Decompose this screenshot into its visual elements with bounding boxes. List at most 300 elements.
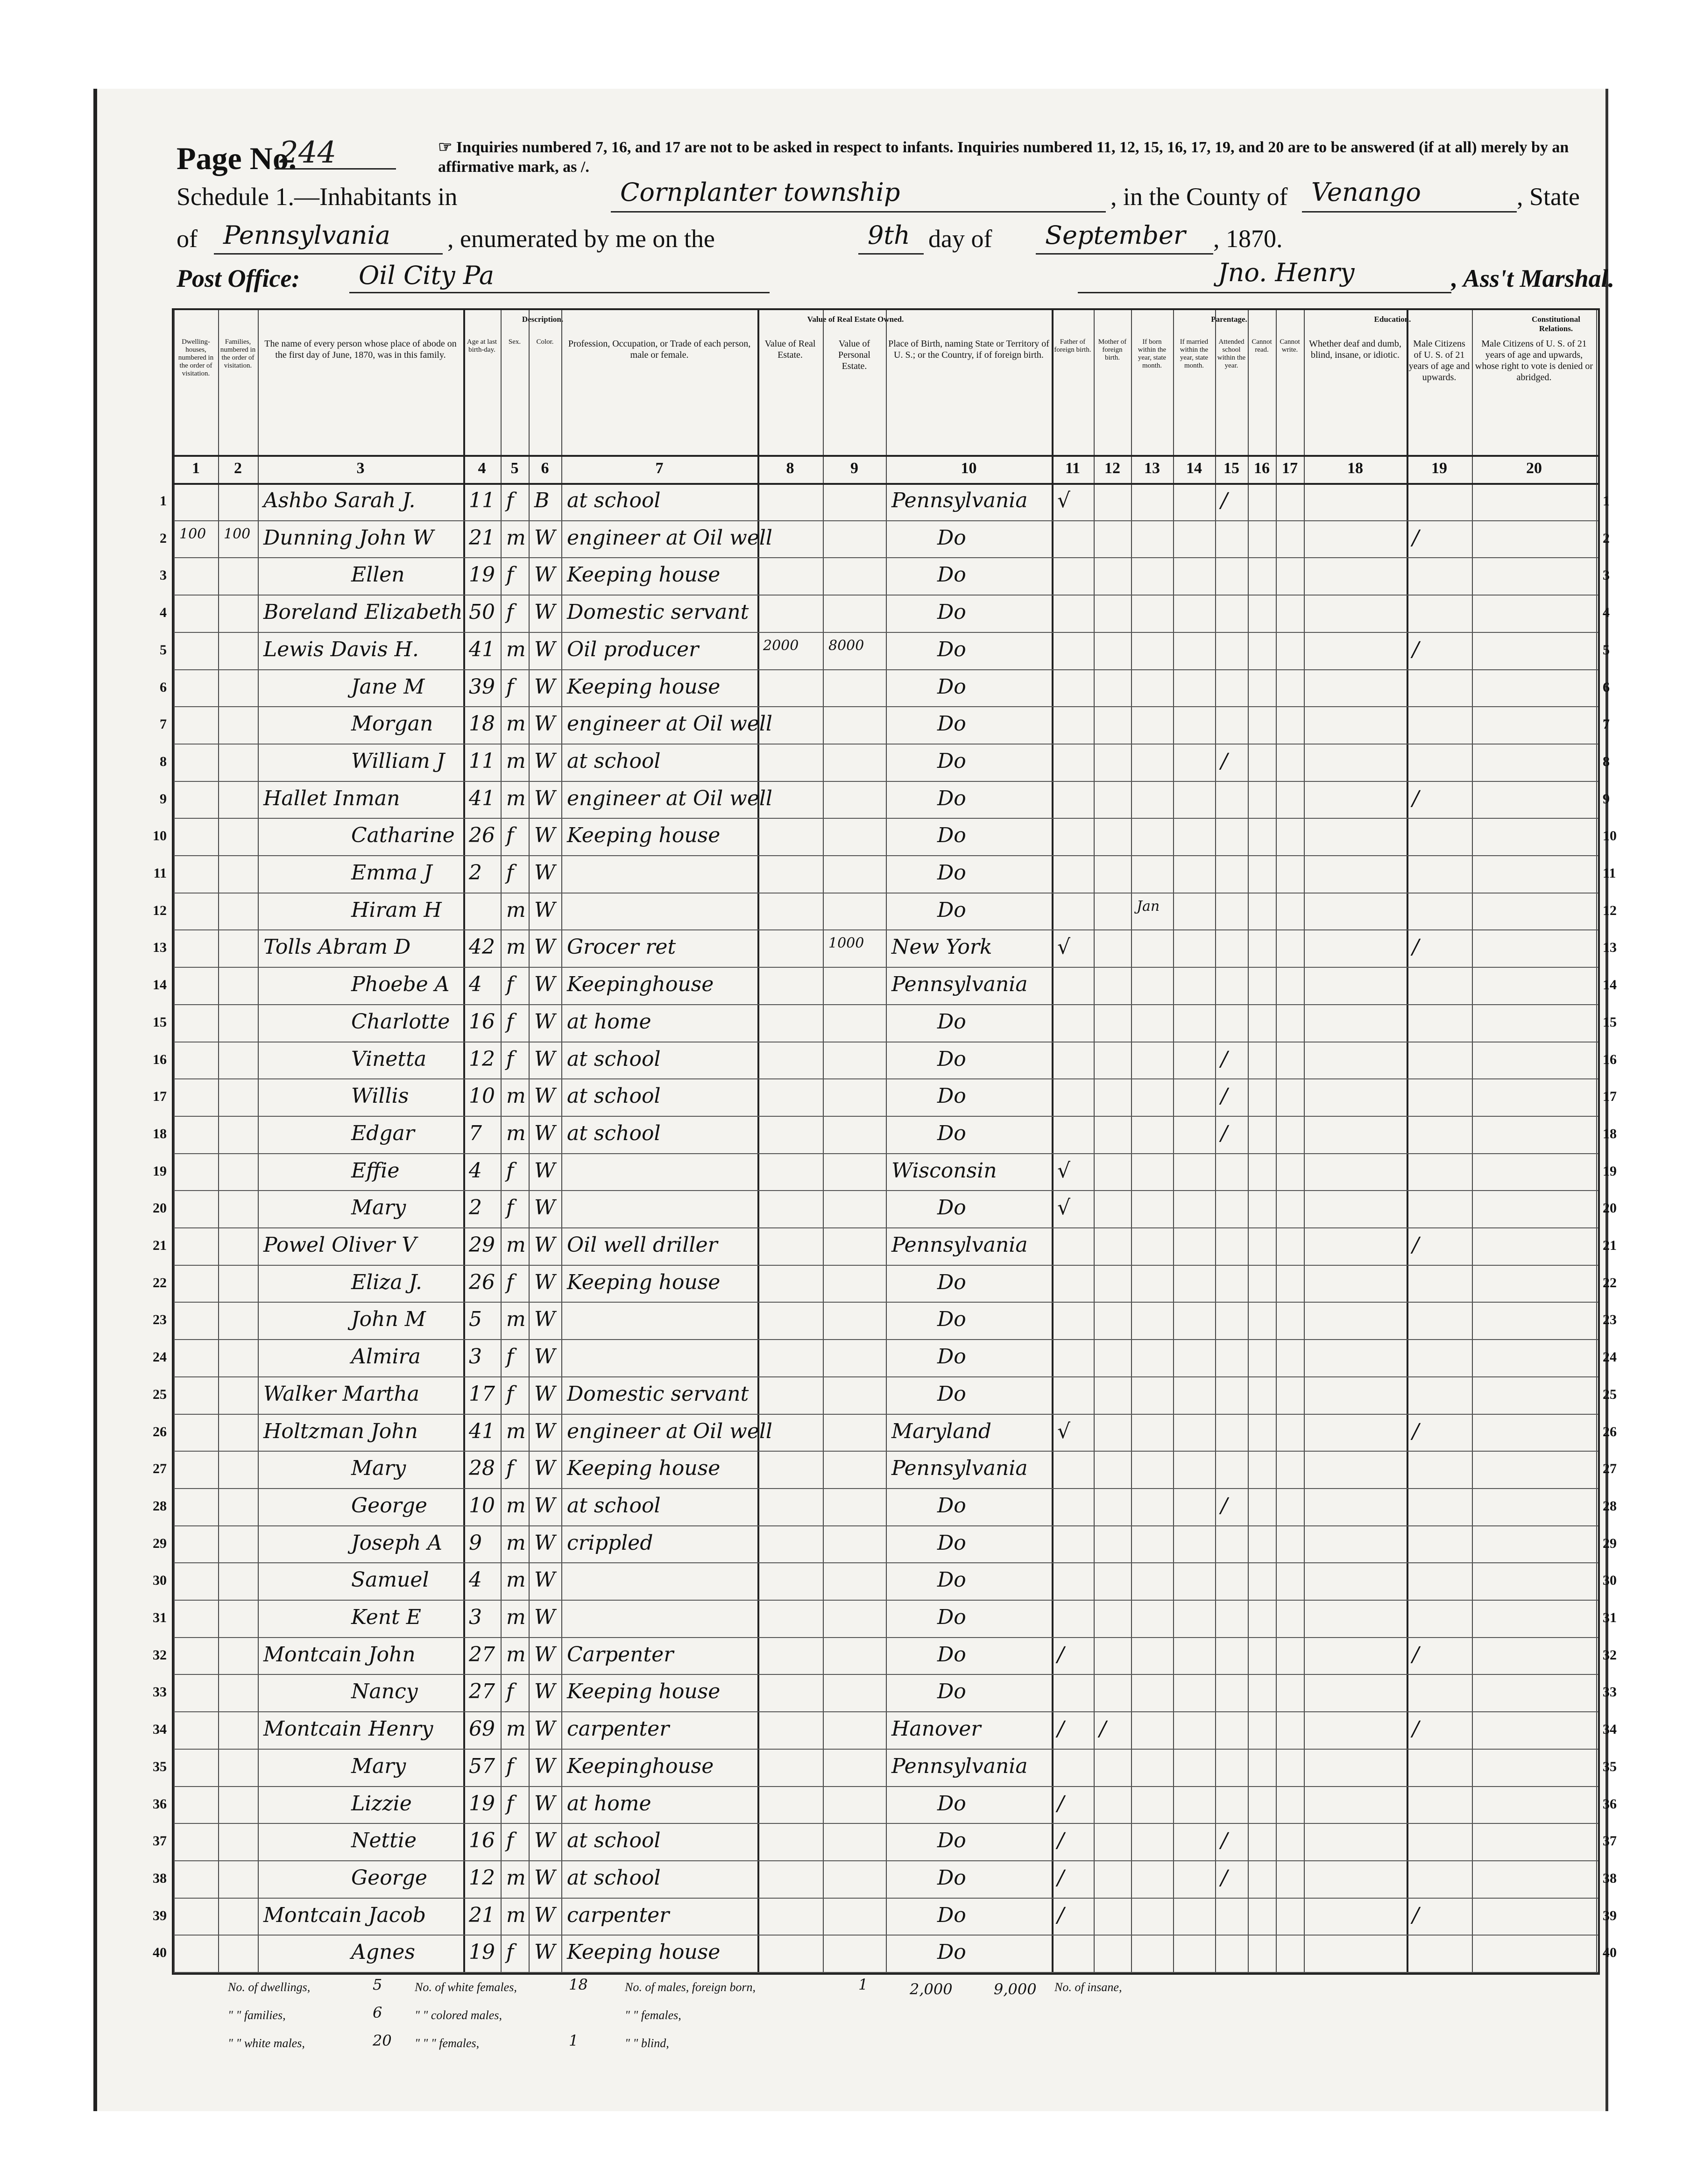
day-value: 9th xyxy=(868,220,910,250)
group-education: Education. xyxy=(1374,315,1411,324)
column-header-7: Profession, Occupation, or Trade of each person, male or female. xyxy=(568,339,751,360)
cell-sex: m xyxy=(506,1531,526,1555)
post-office-value: Oil City Pa xyxy=(359,261,495,290)
line-number-right: 17 xyxy=(1603,1089,1617,1105)
row-divider xyxy=(174,595,1598,596)
line-number-right: 1 xyxy=(1603,493,1610,509)
column-divider xyxy=(1094,310,1095,1973)
cell-c19: / xyxy=(1412,637,1419,661)
column-header-3: The name of every person whose place of abode on the first day of June, 1870, was in this family. xyxy=(264,339,457,360)
cell-birth: Hanover xyxy=(891,1717,981,1741)
cell-birth: Do xyxy=(937,1047,966,1071)
cell-age: 16 xyxy=(469,1009,495,1034)
column-number-6: 6 xyxy=(541,460,549,477)
footer-families-label: " " families, xyxy=(228,2008,286,2022)
line-number-right: 31 xyxy=(1603,1610,1617,1625)
cell-c19: / xyxy=(1412,1903,1419,1927)
cell-age: 18 xyxy=(469,712,495,736)
row-divider xyxy=(174,855,1598,856)
cell-birth: Do xyxy=(937,1493,966,1517)
cell-birth: Do xyxy=(937,525,966,550)
cell-c15: / xyxy=(1221,1047,1228,1071)
row-divider xyxy=(174,557,1598,558)
cell-c15: / xyxy=(1221,1865,1228,1890)
state-value: Pennsylvania xyxy=(223,220,390,250)
cell-name: Hiram H xyxy=(351,898,442,922)
row-divider xyxy=(174,1600,1598,1601)
cell-name: Ashbo Sarah J. xyxy=(263,489,416,512)
column-number-7: 7 xyxy=(655,460,664,477)
cell-name: Lewis Davis H. xyxy=(263,637,419,661)
line-number-right: 24 xyxy=(1603,1349,1617,1365)
line-number: 29 xyxy=(153,1535,167,1551)
schedule-label: Schedule 1.—Inhabitants in xyxy=(177,183,458,211)
cell-age: 41 xyxy=(469,786,495,810)
cell-occ: Keepinghouse xyxy=(567,972,714,997)
column-number-2: 2 xyxy=(234,460,242,477)
cell-birth: Pennsylvania xyxy=(891,489,1028,512)
cell-birth: Do xyxy=(937,1680,966,1704)
cell-birth: Do xyxy=(937,563,966,587)
cell-color: W xyxy=(534,637,556,661)
cell-name: Nancy xyxy=(351,1680,418,1704)
cell-birth: Do xyxy=(937,1121,966,1145)
row-divider xyxy=(174,1414,1598,1415)
cell-age: 9 xyxy=(469,1531,482,1555)
cell-age: 41 xyxy=(469,637,495,661)
census-sheet xyxy=(93,89,1617,2111)
column-header-11: Father of foreign birth. xyxy=(1054,338,1091,354)
line-number: 13 xyxy=(153,940,167,956)
column-divider xyxy=(463,310,465,1973)
group-real-estate: Value of Real Estate Owned. xyxy=(807,315,904,324)
cell-color: W xyxy=(534,1903,556,1927)
cell-color: B xyxy=(534,489,550,512)
footer-males-foreign-label: No. of males, foreign born, xyxy=(625,1980,756,1994)
month-underline xyxy=(1036,253,1213,255)
column-divider xyxy=(757,310,759,1973)
cell-c11: / xyxy=(1057,1717,1064,1741)
footer-females-foreign-label: " " females, xyxy=(625,2008,681,2022)
cell-c11: / xyxy=(1057,1865,1064,1890)
cell-c19: / xyxy=(1412,1642,1419,1666)
cell-sex: f xyxy=(506,489,514,512)
row-divider xyxy=(174,1860,1598,1861)
line-number: 27 xyxy=(153,1461,167,1477)
cell-c12: / xyxy=(1099,1717,1106,1741)
line-number: 37 xyxy=(153,1833,167,1849)
line-number-right: 33 xyxy=(1603,1684,1617,1700)
cell-occ: Carpenter xyxy=(567,1642,674,1666)
cell-sex: f xyxy=(506,674,514,699)
line-number: 14 xyxy=(153,977,167,993)
row-divider xyxy=(174,1786,1598,1787)
line-number-right: 38 xyxy=(1603,1870,1617,1886)
cell-color: W xyxy=(534,1680,556,1704)
cell-name: Boreland Elizabeth xyxy=(263,600,463,624)
cell-color: W xyxy=(534,1642,556,1666)
cell-color: W xyxy=(534,1865,556,1890)
cell-color: W xyxy=(534,1382,556,1406)
cell-name: Lizzie xyxy=(351,1791,412,1815)
day-underline xyxy=(858,253,924,255)
cell-birth: Do xyxy=(937,1829,966,1853)
row-divider xyxy=(174,1525,1598,1526)
cell-name: Vinetta xyxy=(351,1047,427,1071)
page-number-value: 244 xyxy=(279,135,337,170)
cell-occ: at home xyxy=(567,1791,651,1815)
line-number: 5 xyxy=(160,642,167,658)
column-divider xyxy=(1276,310,1277,1973)
column-header-10: Place of Birth, naming State or Territory of U. S.; or the Country, if of foreign birth. xyxy=(888,339,1049,360)
cell-age: 28 xyxy=(469,1456,495,1481)
line-number-right: 27 xyxy=(1603,1461,1617,1477)
cell-sex: m xyxy=(506,1717,526,1741)
cell-age: 10 xyxy=(469,1084,495,1108)
cell-birth: Do xyxy=(937,1345,966,1369)
column-divider xyxy=(174,310,175,1973)
column-header-6: Color. xyxy=(536,338,554,346)
line-number-right: 11 xyxy=(1603,865,1616,881)
group-constitutional: Constitutional Relations. xyxy=(1532,315,1580,333)
cell-age: 5 xyxy=(469,1307,482,1332)
cell-name: Morgan xyxy=(351,712,433,736)
cell-occ: at school xyxy=(567,749,661,773)
line-number-right: 4 xyxy=(1603,605,1610,621)
footer-colored-females: 1 xyxy=(569,2032,579,2049)
cell-color: W xyxy=(534,1084,556,1108)
instructions-note: ☞ Inquiries numbered 7, 16, and 17 are not to be asked in respect to infants. Inquiries numbered 11, 12, 15, 16, 17, 19, and 20 are to be answered (if at all) merely by an affirmative mark, as /. xyxy=(438,139,1569,176)
cell-age: 27 xyxy=(469,1680,495,1704)
row-divider xyxy=(174,706,1598,707)
cell-c13: Jan xyxy=(1137,898,1160,915)
cell-age: 7 xyxy=(469,1121,482,1145)
line-number: 38 xyxy=(153,1870,167,1886)
cell-name: William J xyxy=(351,749,445,773)
line-number: 23 xyxy=(153,1312,167,1328)
cell-occ: Keeping house xyxy=(567,1270,721,1294)
column-number-10: 10 xyxy=(961,460,977,477)
year-label: , 1870. xyxy=(1213,225,1283,253)
cell-name: Montcain Jacob xyxy=(263,1903,426,1927)
cell-age: 19 xyxy=(469,1791,495,1815)
line-number: 21 xyxy=(153,1238,167,1253)
cell-age: 10 xyxy=(469,1493,495,1517)
line-number: 35 xyxy=(153,1759,167,1774)
column-number-4: 4 xyxy=(478,460,486,477)
footer-males-foreign: 1 xyxy=(858,1976,868,1993)
line-number-right: 7 xyxy=(1603,716,1610,732)
line-number: 2 xyxy=(160,530,167,546)
cell-pe: 8000 xyxy=(828,637,864,654)
cell-c15: / xyxy=(1221,1084,1228,1108)
cell-birth: Do xyxy=(937,1382,966,1406)
state-underline xyxy=(214,253,443,255)
cell-occ: at school xyxy=(567,1047,661,1071)
cell-color: W xyxy=(534,1047,556,1071)
cell-color: W xyxy=(534,1754,556,1778)
column-header-18: Whether deaf and dumb, blind, insane, or idiotic. xyxy=(1309,339,1401,360)
cell-occ: crippled xyxy=(567,1531,653,1555)
footer-families: 6 xyxy=(373,2004,382,2021)
cell-name: Kent E xyxy=(351,1605,421,1629)
column-header-19: Male Citizens of U. S. of 21 years of age and upwards. xyxy=(1408,339,1470,383)
cell-occ: at school xyxy=(567,1084,661,1108)
cell-birth: Do xyxy=(937,1084,966,1108)
cell-occ: engineer at Oil well xyxy=(567,786,772,810)
row-divider xyxy=(174,1116,1598,1117)
line-number: 24 xyxy=(153,1349,167,1365)
cell-occ: at school xyxy=(567,1121,661,1145)
cell-occ: Keeping house xyxy=(567,563,721,587)
cell-color: W xyxy=(534,712,556,736)
cell-birth: Maryland xyxy=(891,1419,991,1443)
cell-color: W xyxy=(534,898,556,922)
column-divider xyxy=(1596,310,1597,1973)
cell-birth: Do xyxy=(937,1865,966,1890)
line-number: 7 xyxy=(160,716,167,732)
column-header-12: Mother of foreign birth. xyxy=(1098,338,1127,362)
cell-birth: Do xyxy=(937,1605,966,1629)
line-number-right: 22 xyxy=(1603,1275,1617,1291)
line-number-right: 20 xyxy=(1603,1200,1617,1216)
cell-c11: / xyxy=(1057,1829,1064,1853)
cell-color: W xyxy=(534,1605,556,1629)
cell-occ: Keeping house xyxy=(567,1456,721,1481)
cell-c19: / xyxy=(1412,1419,1419,1443)
cell-name: Tolls Abram D xyxy=(263,935,411,959)
cell-occ: Keeping house xyxy=(567,1940,721,1964)
cell-color: W xyxy=(534,1717,556,1741)
cell-age: 11 xyxy=(469,749,495,773)
line-number-right: 6 xyxy=(1603,679,1610,695)
cell-sex: f xyxy=(506,1158,514,1183)
cell-name: Montcain John xyxy=(263,1642,416,1666)
cell-occ: Oil well driller xyxy=(567,1233,718,1257)
cell-color: W xyxy=(534,1233,556,1257)
column-divider xyxy=(1131,310,1132,1973)
cell-sex: m xyxy=(506,637,526,661)
line-number-right: 12 xyxy=(1603,902,1617,918)
cell-age: 4 xyxy=(469,1158,482,1183)
line-number: 9 xyxy=(160,791,167,807)
line-number: 34 xyxy=(153,1722,167,1737)
cell-occ: Keeping house xyxy=(567,823,721,848)
column-header-20: Male Citizens of U. S. of 21 years of age and upwards, whose right to vote is denied or abridged. xyxy=(1475,339,1593,383)
line-number-right: 39 xyxy=(1603,1907,1617,1923)
of-label: of xyxy=(177,225,198,253)
cell-name: Almira xyxy=(351,1345,421,1369)
cell-age: 27 xyxy=(469,1642,495,1666)
column-divider xyxy=(1052,310,1054,1973)
cell-sex: m xyxy=(506,712,526,736)
column-divider xyxy=(258,310,259,1973)
page-number-label: Page No. xyxy=(177,141,297,176)
footer-white-males-label: " " white males, xyxy=(228,2036,305,2050)
row-divider xyxy=(174,1004,1598,1005)
cell-occ: carpenter xyxy=(567,1717,670,1741)
cell-name: Effie xyxy=(351,1158,400,1183)
cell-birth: Do xyxy=(937,712,966,736)
line-number-right: 9 xyxy=(1603,791,1610,807)
column-header-13: If born within the year, state month. xyxy=(1138,338,1167,369)
row-divider xyxy=(174,632,1598,633)
line-number: 32 xyxy=(153,1647,167,1663)
cell-age: 2 xyxy=(469,861,482,885)
line-number-right: 23 xyxy=(1603,1312,1617,1328)
cell-name: Powel Oliver V xyxy=(263,1233,417,1257)
cell-occ: Grocer ret xyxy=(567,935,676,959)
cell-c19: / xyxy=(1412,786,1419,810)
cell-c15: / xyxy=(1221,489,1228,512)
line-number-right: 25 xyxy=(1603,1386,1617,1402)
line-number: 17 xyxy=(153,1089,167,1105)
row-divider xyxy=(174,1898,1598,1899)
cell-sex: m xyxy=(506,1568,526,1592)
cell-age: 69 xyxy=(469,1717,495,1741)
line-number-right: 35 xyxy=(1603,1759,1617,1774)
row-divider xyxy=(174,1562,1598,1563)
cell-color: W xyxy=(534,1158,556,1183)
column-number-1: 1 xyxy=(192,460,200,477)
cell-occ: Keeping house xyxy=(567,674,721,699)
cell-sex: m xyxy=(506,749,526,773)
line-number-right: 5 xyxy=(1603,642,1610,658)
line-number: 28 xyxy=(153,1498,167,1514)
cell-color: W xyxy=(534,1568,556,1592)
cell-color: W xyxy=(534,1829,556,1853)
line-number: 31 xyxy=(153,1610,167,1625)
cell-occ: engineer at Oil well xyxy=(567,1419,772,1443)
line-number-right: 26 xyxy=(1603,1424,1617,1439)
cell-occ: at school xyxy=(567,1865,661,1890)
cell-age: 26 xyxy=(469,1270,495,1294)
line-number-right: 14 xyxy=(1603,977,1617,993)
column-divider xyxy=(1407,310,1408,1973)
footer-personal-estate-total: 9,000 xyxy=(994,1980,1037,1998)
column-divider xyxy=(529,310,530,1973)
cell-sex: f xyxy=(506,600,514,624)
cell-color: W xyxy=(534,1009,556,1034)
line-number-right: 32 xyxy=(1603,1647,1617,1663)
footer-colored-females-label: " " " females, xyxy=(415,2036,480,2050)
cell-sex: f xyxy=(506,1345,514,1369)
cell-age: 4 xyxy=(469,972,482,997)
column-header-5: Sex. xyxy=(508,338,521,346)
cell-age: 41 xyxy=(469,1419,495,1443)
cell-birth: Do xyxy=(937,1568,966,1592)
row-divider xyxy=(174,818,1598,819)
cell-name: John M xyxy=(351,1307,426,1332)
cell-sex: f xyxy=(506,1456,514,1481)
cell-birth: Do xyxy=(937,823,966,848)
cell-occ: at school xyxy=(567,1493,661,1517)
cell-birth: Pennsylvania xyxy=(891,972,1028,997)
column-divider xyxy=(501,310,502,1973)
cell-sex: f xyxy=(506,1009,514,1034)
cell-name: Ellen xyxy=(351,563,405,587)
cell-occ: at home xyxy=(567,1009,651,1034)
line-number: 25 xyxy=(153,1386,167,1402)
cell-name: Willis xyxy=(351,1084,409,1108)
column-number-11: 11 xyxy=(1065,460,1081,477)
page-number-underline xyxy=(275,168,396,170)
enumerated-label: , enumerated by me on the xyxy=(447,225,715,253)
row-divider xyxy=(174,1972,1598,1973)
cell-birth: Pennsylvania xyxy=(891,1456,1028,1481)
cell-color: W xyxy=(534,1531,556,1555)
row-divider xyxy=(174,1637,1598,1638)
column-number-19: 19 xyxy=(1431,460,1447,477)
cell-color: W xyxy=(534,1270,556,1294)
cell-birth: Do xyxy=(937,861,966,885)
line-number-right: 37 xyxy=(1603,1833,1617,1849)
cell-birth: Do xyxy=(937,1270,966,1294)
row-divider xyxy=(174,1823,1598,1824)
column-divider xyxy=(218,310,219,1973)
cell-age: 39 xyxy=(469,674,495,699)
cell-name: Jane M xyxy=(351,674,425,699)
post-office-label: Post Office: xyxy=(177,264,300,292)
column-divider xyxy=(1248,310,1249,1973)
row-divider xyxy=(174,967,1598,968)
footer-dwellings-label: No. of dwellings, xyxy=(228,1980,311,1994)
cell-name: George xyxy=(351,1865,427,1890)
line-number: 20 xyxy=(153,1200,167,1216)
month-value: September xyxy=(1045,220,1186,250)
cell-age: 3 xyxy=(469,1605,482,1629)
line-number: 11 xyxy=(153,865,167,881)
line-number-right: 2 xyxy=(1603,530,1610,546)
footer-white-females-label: No. of white females, xyxy=(415,1980,517,1994)
line-number: 19 xyxy=(153,1163,167,1179)
column-number-15: 15 xyxy=(1223,460,1239,477)
cell-birth: Do xyxy=(937,674,966,699)
cell-c11: / xyxy=(1057,1903,1064,1927)
cell-sex: f xyxy=(506,1382,514,1406)
row-divider xyxy=(174,929,1598,930)
line-number: 16 xyxy=(153,1051,167,1067)
column-header-4: Age at last birth-day. xyxy=(467,338,497,354)
column-number-16: 16 xyxy=(1254,460,1270,477)
county-label: , in the County of xyxy=(1110,183,1288,211)
line-number-right: 13 xyxy=(1603,940,1617,956)
cell-c11: / xyxy=(1057,1642,1064,1666)
cell-birth: Do xyxy=(937,786,966,810)
cell-birth: Do xyxy=(937,1642,966,1666)
line-number-right: 8 xyxy=(1603,753,1610,769)
cell-sex: m xyxy=(506,1865,526,1890)
footer-totals xyxy=(172,1976,1596,2106)
row-divider xyxy=(174,1302,1598,1303)
cell-name: Dunning John W xyxy=(263,525,434,550)
cell-sex: f xyxy=(506,1791,514,1815)
cell-age: 4 xyxy=(469,1568,482,1592)
line-number-right: 28 xyxy=(1603,1498,1617,1514)
cell-age: 21 xyxy=(469,525,495,550)
cell-age: 11 xyxy=(469,489,495,512)
cell-color: W xyxy=(534,1419,556,1443)
column-divider xyxy=(561,310,562,1973)
cell-age: 16 xyxy=(469,1829,495,1853)
cell-c19: / xyxy=(1412,1717,1419,1741)
column-divider xyxy=(1215,310,1216,1973)
cell-name: Mary xyxy=(351,1456,406,1481)
cell-name: Mary xyxy=(351,1754,406,1778)
cell-birth: Do xyxy=(937,1791,966,1815)
footer-insane-label: No. of insane, xyxy=(1054,1980,1122,1994)
column-header-15: Attended school within the year. xyxy=(1217,338,1246,369)
